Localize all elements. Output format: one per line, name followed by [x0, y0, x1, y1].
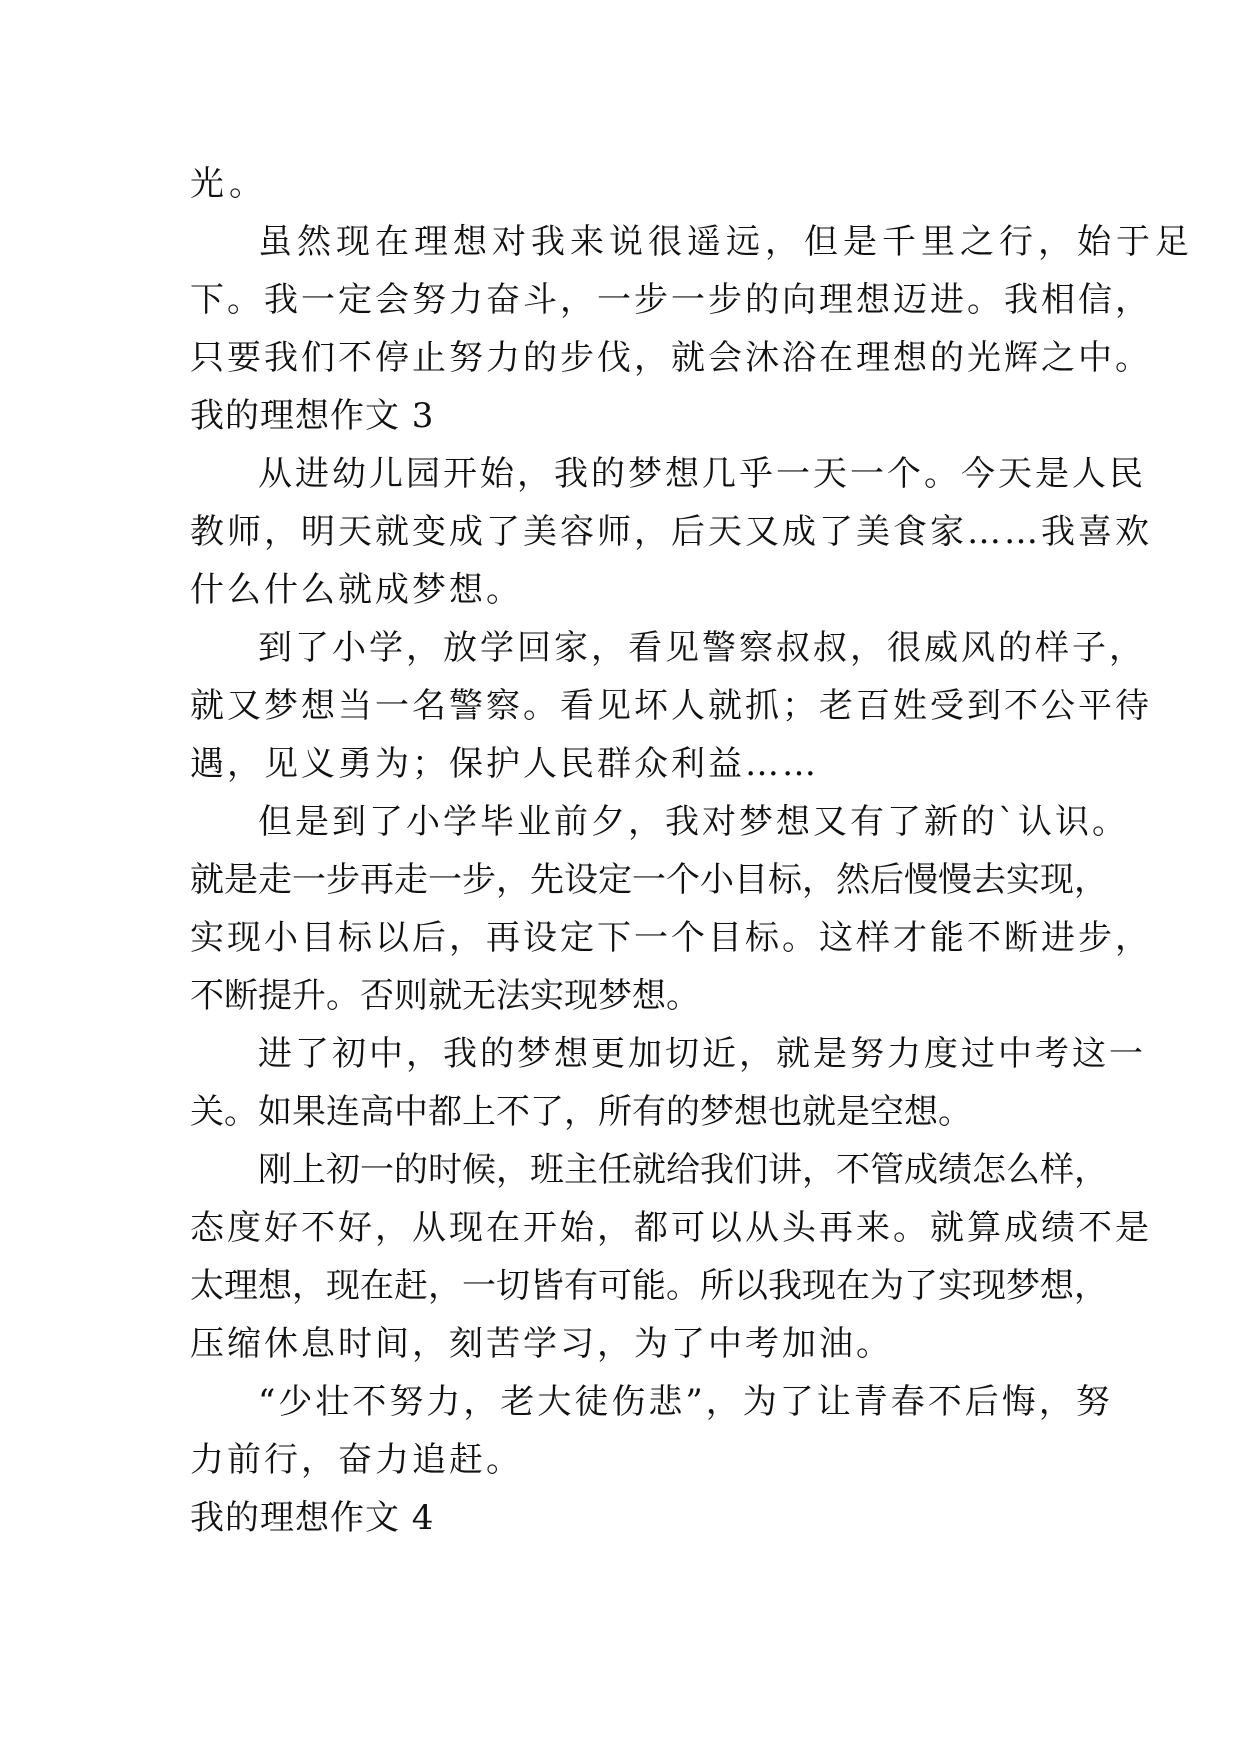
paragraph-line: 从进幼儿园开始，我的梦想几乎一天一个。今天是人民: [258, 454, 1146, 494]
paragraph-line: 遇，见义勇为；保护人民群众利益……: [190, 744, 819, 784]
section-heading: 我的理想作文 3: [190, 396, 435, 436]
paragraph-line: 就又梦想当一名警察。看见坏人就抓；老百姓受到不公平待: [190, 686, 1152, 726]
paragraph-line: 光。: [190, 164, 268, 204]
paragraph-line: 但是到了小学毕业前夕，我对梦想又有了新的`认识。: [258, 802, 1129, 842]
paragraph-line: 什么什么就成梦想。: [190, 570, 523, 610]
paragraph-line: 到了小学，放学回家，看见警察叔叔，很威风的样子，: [258, 628, 1146, 668]
paragraph-line: 关。如果连高中都上不了，所有的梦想也就是空想。: [190, 1092, 972, 1132]
paragraph-line: 进了初中，我的梦想更加切近，就是努力度过中考这一: [258, 1034, 1146, 1074]
paragraph-line: 不断提升。否则就无法实现梦想。: [190, 976, 700, 1016]
paragraph-line: “少壮不努力，老大徒伤悲”，为了让青春不后悔，努: [258, 1382, 1113, 1422]
essay-text: [190, 155, 1194, 1547]
paragraph-line: 实现小目标以后，再设定下一个目标。这样才能不断进步，: [190, 918, 1152, 958]
paragraph-line: 虽然现在理想对我来说很遥远，但是千里之行，始于足: [258, 222, 1194, 262]
paragraph-line: 下。我一定会努力奋斗，一步一步的向理想迈进。我相信，: [190, 280, 1152, 320]
paragraph-line: 太理想，现在赶，一切皆有可能。所以我现在为了实现梦想，: [190, 1266, 1108, 1306]
paragraph-line: 压缩休息时间，刻苦学习，为了中考加油。: [190, 1324, 893, 1364]
paragraph-line: 力前行，奋力追赶。: [190, 1440, 523, 1480]
paragraph-line: 态度好不好，从现在开始，都可以从头再来。就算成绩不是: [190, 1208, 1152, 1248]
paragraph-line: 刚上初一的时候，班主任就给我们讲，不管成绩怎么样，: [258, 1150, 1108, 1190]
paragraph-line: 只要我们不停止努力的步伐，就会沐浴在理想的光辉之中。: [190, 338, 1152, 378]
paragraph-line: 教师，明天就变成了美容师，后天又成了美食家……我喜欢: [190, 512, 1152, 552]
paragraph-line: 就是走一步再走一步，先设定一个小目标，然后慢慢去实现，: [190, 860, 1108, 900]
section-heading: 我的理想作文 4: [190, 1498, 435, 1538]
